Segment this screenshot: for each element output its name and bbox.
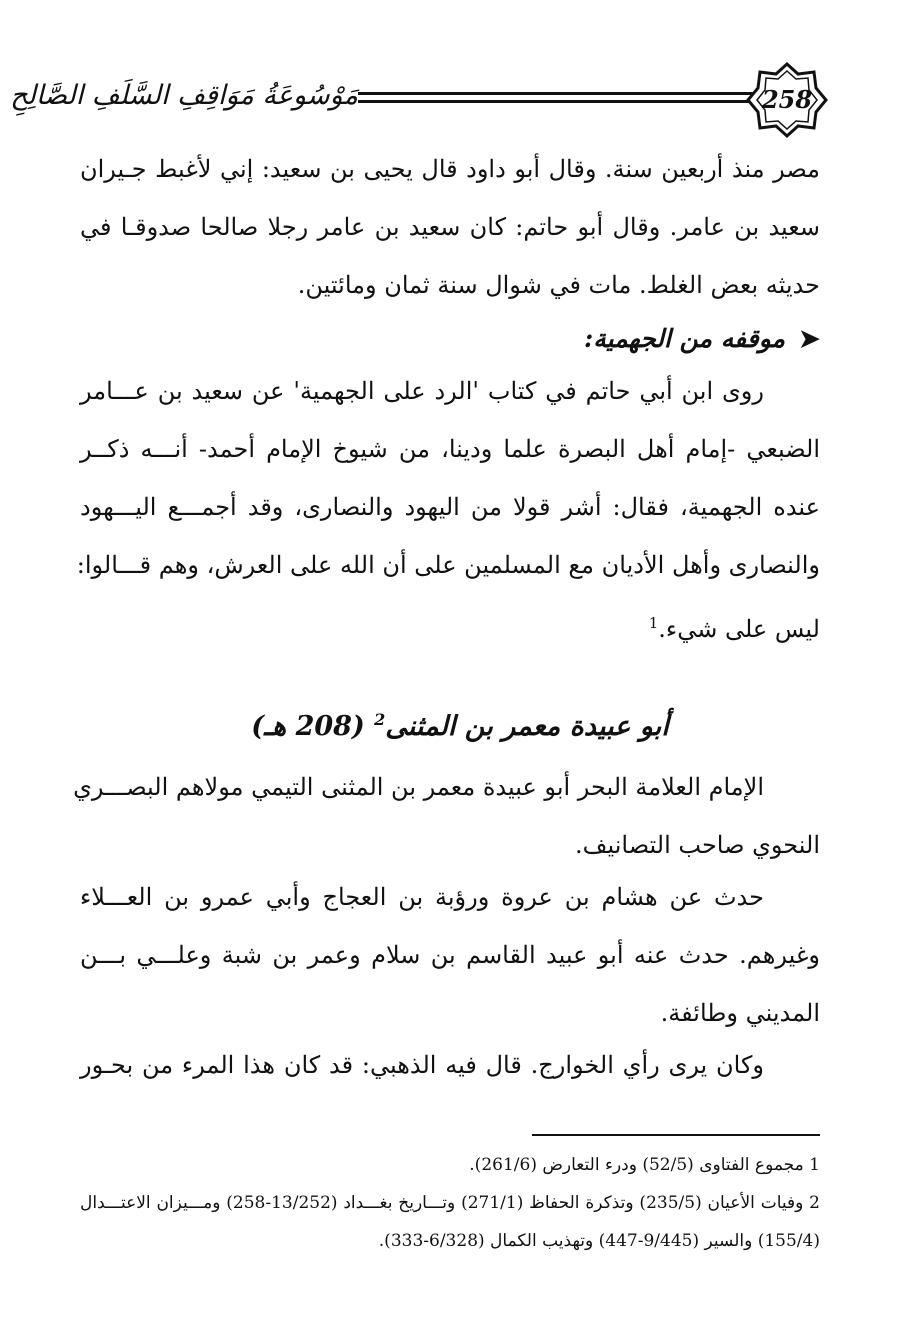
chapter-date: (208 هـ)	[251, 711, 365, 742]
page-number: 258	[761, 85, 813, 114]
section-heading	[80, 314, 820, 364]
text-line: وكان يرى رأي الخوارج. قال فيه الذهبي: قد كان هذا المرء من بحـور	[80, 1051, 764, 1079]
footnote-1: 1 مجموع الفتاوى (52/5) ودرء التعارض (261/6).	[469, 1155, 820, 1175]
text-line: الضبعي -إمام أهل البصرة علما ودينا، من شيوخ الإمام أحمد- أنـــه ذكــر	[80, 435, 820, 463]
footnote-2-continued: (155/4) والسير (9/445-447) وتهذيب الكمال (6/328-333).	[378, 1231, 820, 1251]
series-title: مَوْسُوعَةُ مَوَاقِفِ السَّلَفِ الصَّالِحِ	[10, 80, 358, 111]
page-header	[10, 62, 844, 140]
footnote-marker: 1	[648, 614, 659, 632]
text-line-with-footnote	[80, 594, 820, 652]
text-line: وغيرهم. حدث عنه أبو عبيد القاسم بن سلام وعمر بن شبة وعلـــي بـــن	[80, 941, 820, 969]
header-rule-bottom	[358, 100, 776, 103]
paragraph-1	[80, 140, 820, 314]
chapter-title	[180, 690, 740, 750]
text-line: مصر منذ أربعين سنة. وقال أبو داود قال يحيى بن سعيد: إني لأغبط جـيران	[80, 155, 820, 183]
footnote-marker: 2	[374, 710, 386, 729]
chapter-name: أبو عبيدة معمر بن المثنى	[385, 711, 669, 742]
section-heading-text: موقفه من الجهمية:	[584, 324, 786, 353]
paragraph-2	[76, 362, 820, 652]
text-line: روى ابن أبي حاتم في كتاب 'الرد على الجهمية' عن سعيد بن عـــامر	[80, 377, 764, 405]
text-line: حدث عن هشام بن عروة ورؤبة بن العجاج وأبي عمرو بن العـــلاء	[80, 883, 764, 911]
text-line: النحوي صاحب التصانيف.	[575, 831, 820, 859]
text-line: المديني وطائفة.	[660, 999, 820, 1027]
arrow-bullet-icon: ➤	[799, 324, 820, 353]
footnote-divider	[532, 1134, 820, 1136]
footnote-2: 2 وفيات الأعيان (235/5) وتذكرة الحفاظ (271/1) وتـــاريخ بغـــداد (13/252-258) ومـــيزان الاعتـــدال	[80, 1193, 820, 1213]
paragraph-5	[80, 1036, 820, 1094]
paragraph-3	[73, 758, 820, 874]
footnotes	[80, 1146, 820, 1260]
paragraph-4	[80, 868, 820, 1042]
text-line: حديثه بعض الغلط. مات في شوال سنة ثمان ومائتين.	[297, 271, 820, 299]
text-line: عنده الجهمية، فقال: أشر قولا من اليهود والنصارى، وقد أجمـــع اليـــهود	[80, 493, 820, 521]
text-line: سعيد بن عامر. وقال أبو حاتم: كان سعيد بن عامر رجلا صالحا صدوقـا في	[80, 213, 820, 241]
text-line: والنصارى وأهل الأديان مع المسلمين على أن الله على العرش، وهم قـــالوا:	[76, 551, 820, 579]
page-number-badge	[746, 62, 828, 138]
text-line: ليس على شيء.	[658, 615, 820, 643]
text-line: الإمام العلامة البحر أبو عبيدة معمر بن المثنى التيمي مولاهم البصـــري	[73, 773, 764, 801]
header-rule-top	[358, 92, 776, 95]
